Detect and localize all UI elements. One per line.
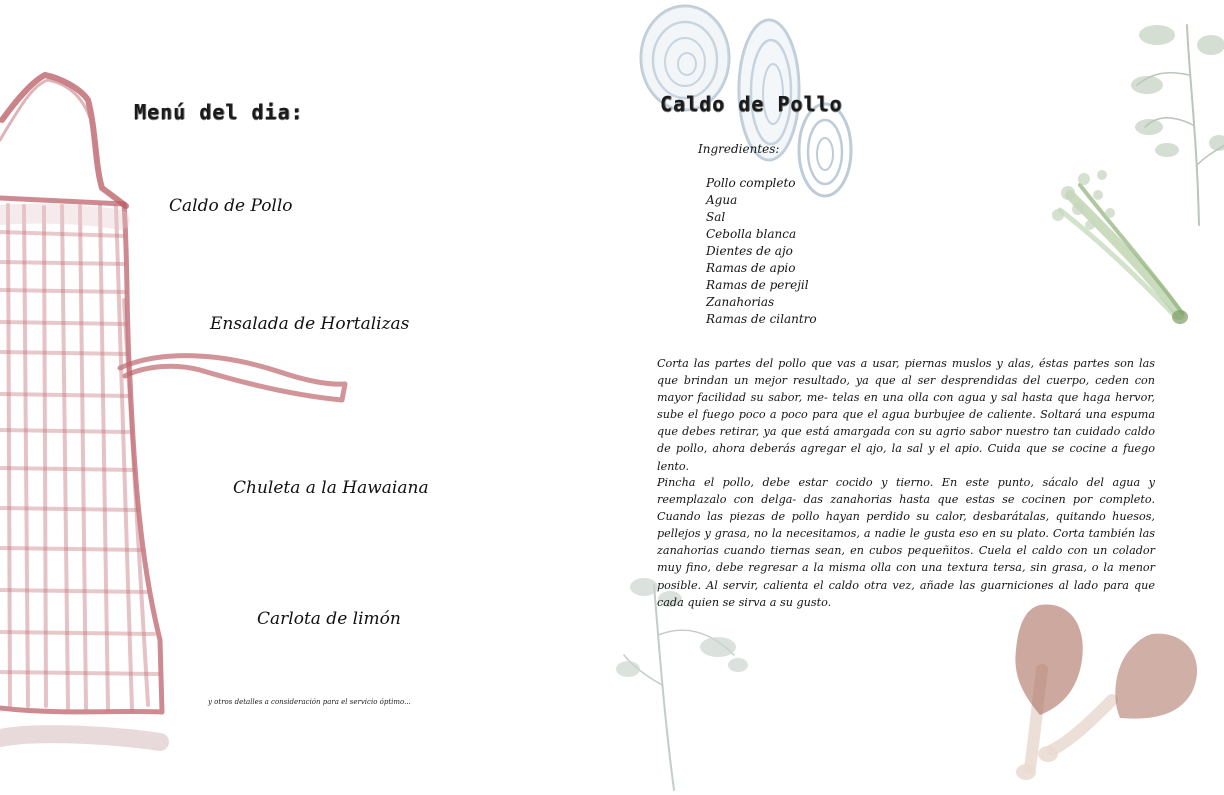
list-item: Ramas de cilantro [706,312,817,326]
list-item: Ramas de apio [706,261,796,275]
menu-footnote: y otros detalles a consideración para el servicio óptimo... [208,698,411,706]
celery-illustration [1050,165,1200,335]
list-item: Ramas de perejil [706,278,809,292]
chicken-drumstick-illustration [1002,600,1202,790]
menu-item-chuleta: Chuleta a la Hawaiana [233,478,429,498]
ingredients-list [706,175,817,328]
menu-item-ensalada: Ensalada de Hortalizas [210,314,410,334]
recipe-title: Caldo de Pollo [660,92,843,116]
menu-item-caldo: Caldo de Pollo [169,196,293,216]
list-item: Agua [706,193,738,207]
menu-item-carlota: Carlota de limón [257,609,401,629]
list-item: Zanahorias [706,295,775,309]
list-item: Pollo completo [706,176,796,190]
ingredients-heading: Ingredientes: [698,142,780,156]
menu-title: Menú del dia: [134,100,304,124]
recipe-paragraph-2: Pincha el pollo, debe estar cocido y tierno. En este punto, sácalo del agua y reemplazalo con delga- das zanahorias hasta que estas se cocinen por completo. Cuando las piezas de pollo hayan perdido su calor, desbarátalas, quitando huesos, pellejos y grasa, no la necesitamos, a nadie le gusta eso en su plato. Corta también las zanahorias cuando tiernas sean, en cubos pequeñitos. Cuela el caldo con un colador muy fino, debe regresar a la misma olla con una textura tersa, sin grasa, o la menor posible. Al servir, calienta el caldo otra vez, añade las guarniciones al lado para que cada quien se sirva a su gusto. [657,476,1155,609]
apron-illustration [0,0,612,792]
recipe-paragraph-1: Corta las partes del pollo que vas a usar, piernas muslos y alas, éstas partes son las que brindan un mejor resultado, ya que al ser desprendidas del cuerpo, ceden con mayor facilidad su sabor, me- telas en una olla con agua y sal hasta que haga hervor, sube el fuego poco a poco para que el agua burbujee de caliente. Soltará una espuma que debes retirar, ya que está amargada con su agrio sabor nuestro tan cuidado caldo de pollo, ahora deberás agregar el ajo, la sal y el apio. Cuida que se cocine a fuego lento. [657,357,1155,473]
list-item: Cebolla blanca [706,227,797,241]
list-item: Dientes de ajo [706,244,793,258]
list-item: Sal [706,210,726,224]
menu-page [0,0,612,792]
